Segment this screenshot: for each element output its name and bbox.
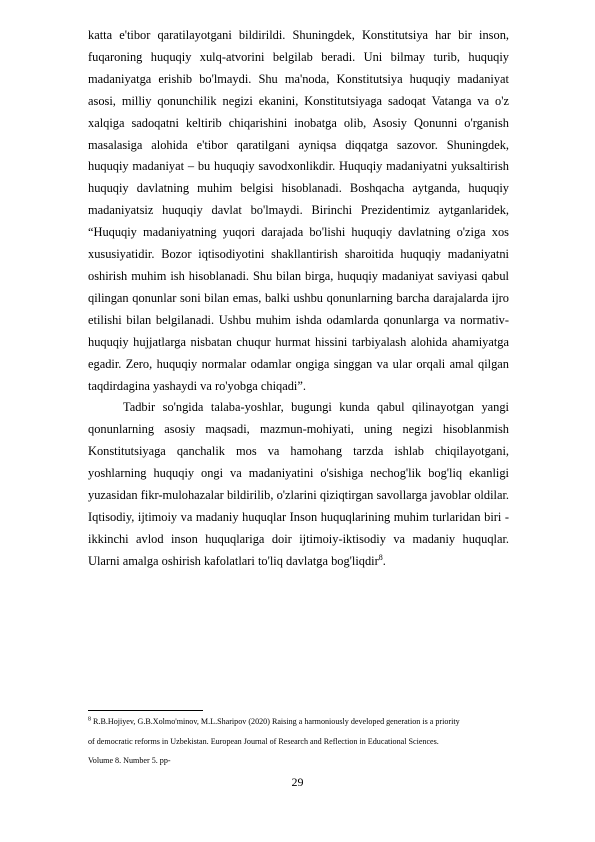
page-number: 29 (291, 775, 304, 789)
footnote-marker: 8 (88, 716, 91, 723)
footnote-divider (88, 710, 203, 711)
footnote-reference: 8 (378, 552, 383, 562)
footnote-line-1 (88, 712, 528, 732)
body-paragraph-2-text: Tadbir so'ngida talaba-yoshlar, bugungi kunda qabul qilinayotgan yangi qonunlarning asosiy maqsadi, mazmun-mohiyati, uning negizi hisoblanmish Konstitutsiyaga qanchalik mos va hamohang tarzda ishlab chiqilayotgani, yoshlarning huquqiy ongi va madaniyatini o'sishiga nechog'lik bog'liq ekanligi yuzasidan fikr-mulohazalar bildirilib, o'zlarini qiziqtirgan savollarga javoblar oldilar. Iqtisodiy, ijtimoiy va madaniy huquqlar Inson huquqlarining muhim turlaridan biri - ikkinchi avlod inson huquqlariga doir ijtimoiy-iktisodiy va madaniy huquqlar. Ularni amalga oshirish kafolatlari to'liq davlatga bog'liqdir (88, 400, 509, 568)
body-paragraph-1: katta e'tibor qaratilayotgani bildirildi. Shuningdek, Konstitutsiya har bir inson, fuqaroning huquqiy xulq-atvorini belgilab beradi. Uni bilmay turib, huquqiy madaniyatga erishib bo'lmaydi. Shu ma'noda, Konstitutsiya huquqiy madaniyat asosi, milliy qonunchilik negizi ekanini, Konstitutsiyaga sadoqat Vatanga va o'z xalqiga sadoqatni keltirib chiqarishini inobatga olib, Asosiy Qonunni o'rganish masalasiga alohida e'tibor qaratilgani ayniqsa diqqatga sazovor. Shuningdek, huquqiy madaniyat – bu huquqiy savodxonlikdir. Huquqiy madaniyatni yuksaltirish huquqiy davlatning muhim belgisi hisoblanadi. Boshqacha aytganda, huquqiy madaniyatsiz huquqiy davlat bo'lmaydi. Birinchi Prezidentimiz aytganlaridek, “Huquqiy madaniyatning yuqori darajada bo'lishi huquqiy davlatning o'ziga xos xususiyatidir. Bozor iqtisodiyotini shakllantirish sharoitida huquqiy madaniyatni oshirish muhim ish hisoblanadi. Shu bilan birga, huquqiy madaniyat saviyasi qabul qilingan qonunlar soni bilan emas, balki ushbu qonunlarning barcha darajalarda ijro etilishi bilan belgilanadi. Ushbu muhim ishda odamlarda qonunlarga va normativ-huquqiy hujjatlarga nisbatan chuqur hurmat hissini tarbiyalash alohida ahamiyatga egadir. Zero, huquqiy normalar odamlar ongiga singgan va ular orqali amal qilgan taqdirdagina yashaydi va ro'yobga chiqadi”. (88, 28, 509, 393)
body-paragraph-2 (88, 397, 509, 572)
footnote-line-3: Volume 8. Number 5. pp- (88, 756, 171, 765)
footnote-line-1-text: R.B.Hojiyev, G.B.Xolmo'minov, M.L.Sharipov (2020) Raising a harmoniously developed generation is a priority (93, 717, 460, 726)
page-body (88, 25, 509, 573)
footnote-line-2: of democratic reforms in Uzbekistan. European Journal of Research and Reflection in Educational Sciences. (88, 736, 439, 746)
footnote (88, 712, 528, 771)
footnote-reference-period: . (382, 553, 386, 568)
